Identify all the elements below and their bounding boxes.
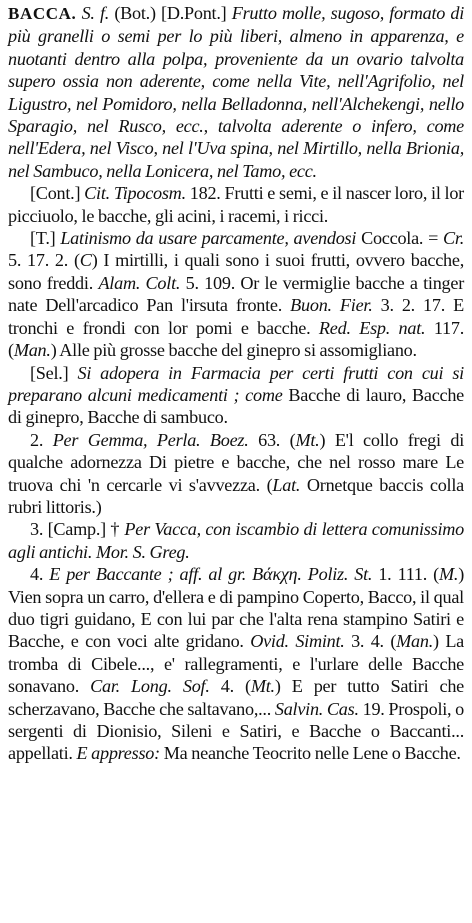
text-run: ) Vien sopra un carro, d'ellera e di pampino Coperto, Bacco, il qual duo tigri guidano, E con lui par che l'alta rena stampino Satiri e Bacche, e con voci alte gridano. [8, 564, 464, 652]
italic-text: Mt. [250, 676, 275, 697]
italic-text: Car. Long. Sof. [90, 676, 210, 697]
sense-4-baccante-paragraph [8, 563, 464, 765]
text-run: [Sel.] [30, 362, 78, 383]
italic-text: M. [438, 564, 459, 585]
text-run: 5. 109. Or le vermiglie bacche a tinger nate Dell'arcadico Pan l'irsuta fronte. [8, 272, 465, 316]
italic-text: Alam. Colt. [98, 272, 181, 293]
italic-text: Si adopera in Farmacia per certi frutti con cui si preparano alcuni medicamenti ; come [8, 362, 464, 405]
text-run: Bacche di lauro, Bacche di ginepro, Bacche di sambuco. [8, 384, 464, 428]
italic-text: S. f. [81, 3, 110, 23]
italic-text: Man. [396, 631, 434, 652]
text-run: [Cont.] [30, 183, 85, 204]
text-run: 5. 17. 2. ( [8, 250, 80, 271]
text-run: 63. ( [248, 429, 296, 450]
text-run: ) E per tutto Satiri che scherzavano, Bacche che saltavano,... [8, 676, 464, 719]
italic-text: Red. Esp. nat. [318, 317, 426, 338]
italic-text: Cit. Tipocosm. [84, 183, 186, 204]
text-run: 117. ( [8, 317, 464, 361]
text-run: 19. Prospoli, o sergenti di Dionisio, Sileni e Satiri, e Bacche o Baccanti... appellati. [8, 698, 465, 764]
italic-text: Poliz. St. [307, 564, 373, 585]
text-run: 2. [30, 429, 53, 450]
italic-text: Per Gemma, Perla. [52, 429, 201, 450]
text-run: 4. ( [209, 676, 251, 697]
text-run: (Bot.) [D.Pont.] [109, 3, 232, 23]
italic-text: E appresso: [76, 743, 160, 764]
sense-3-vacca-paragraph [8, 518, 464, 563]
italic-text: Βάκχη. [252, 564, 302, 585]
text-run: 182. Frutti e semi, e il nascer loro, il lor picciuolo, le bacche, gli acini, i racemi, i ricci. [8, 183, 464, 226]
italic-text: Lat. [272, 474, 301, 495]
latinism-paragraph [8, 227, 464, 361]
italic-text: Buon. Fier. [290, 295, 373, 316]
text-run: ) La tromba di Cibele..., e' rallegramenti, e l'urlare delle Bacche sonavano. [8, 631, 464, 697]
text-run: 1. 111. ( [372, 564, 439, 585]
italic-text: C [79, 250, 92, 271]
text-run: 3. 4. ( [344, 631, 397, 652]
text-run: ) I mirtilli, i quali sono i suoi frutti, ovvero bacche, sono freddi. [8, 250, 464, 293]
italic-text: Man. [13, 340, 51, 361]
text-run: Ornetque baccis colla rubri littoris.) [8, 474, 464, 517]
text-run: Coccola. = [356, 228, 443, 249]
italic-text: Per Vacca, con iscambio di lettera comunissimo agli antichi. [8, 519, 464, 562]
text-run [200, 430, 210, 450]
italic-text: Mt. [295, 429, 320, 450]
text-run: 3. [Camp.] † [30, 519, 125, 540]
italic-text: Mor. S. Greg. [95, 541, 190, 562]
cont-citation-paragraph [8, 182, 464, 227]
entry-definition [8, 2, 464, 182]
italic-text: Frutto molle, sugoso, formato di più granelli o semi per lo più liberi, almeno in apparenza, e nuotanti dentro alla polpa, proveniente da un ovario talvolta supero ossia non aderente, come nella Vite, nell'Agrifolio, nel Ligustro, nel Pomidoro, nella Belladonna, nell'Alchekengi, nello Sparagio, nel Rusco, ecc., talvolta aderente o infero, come nell'Edera, nel Visco, nel l'Uva spina, nel Mirtillo, nella Brionia, nel Sambuco, nella Lonicera, nel Tamo, ecc. [8, 3, 464, 181]
text-run: 4. [30, 564, 50, 585]
italic-text: Salvin. Cas. [274, 698, 359, 719]
text-run: Ma neanche Teocrito nelle Lene o Bacche. [159, 743, 461, 764]
sense-2-gemma-paragraph [8, 429, 464, 519]
italic-text: Cr. [443, 228, 464, 249]
pharmacy-paragraph [8, 362, 464, 429]
text-run: ) E'l collo fregi di qualche adornezza Di pietre e bacche, che nel rosso mare Le truova chi 'n cercarle vi s'avvezza. ( [8, 429, 464, 495]
headword: BACCA. [8, 4, 77, 23]
italic-text: Boez. [209, 429, 249, 450]
italic-text: Ovid. Simint. [250, 631, 345, 652]
italic-text: E per Baccante ; aff. al gr. [49, 564, 247, 585]
italic-text: Latinismo da usare parcamente, avendosi [60, 228, 357, 249]
text-run: [T.] [30, 228, 61, 249]
text-run: 3. 2. 17. E tronchi e frondi con lor pomi e bacche. [8, 295, 464, 338]
text-run: ) Alle più grosse bacche del ginepro si assomigliano. [50, 340, 417, 361]
